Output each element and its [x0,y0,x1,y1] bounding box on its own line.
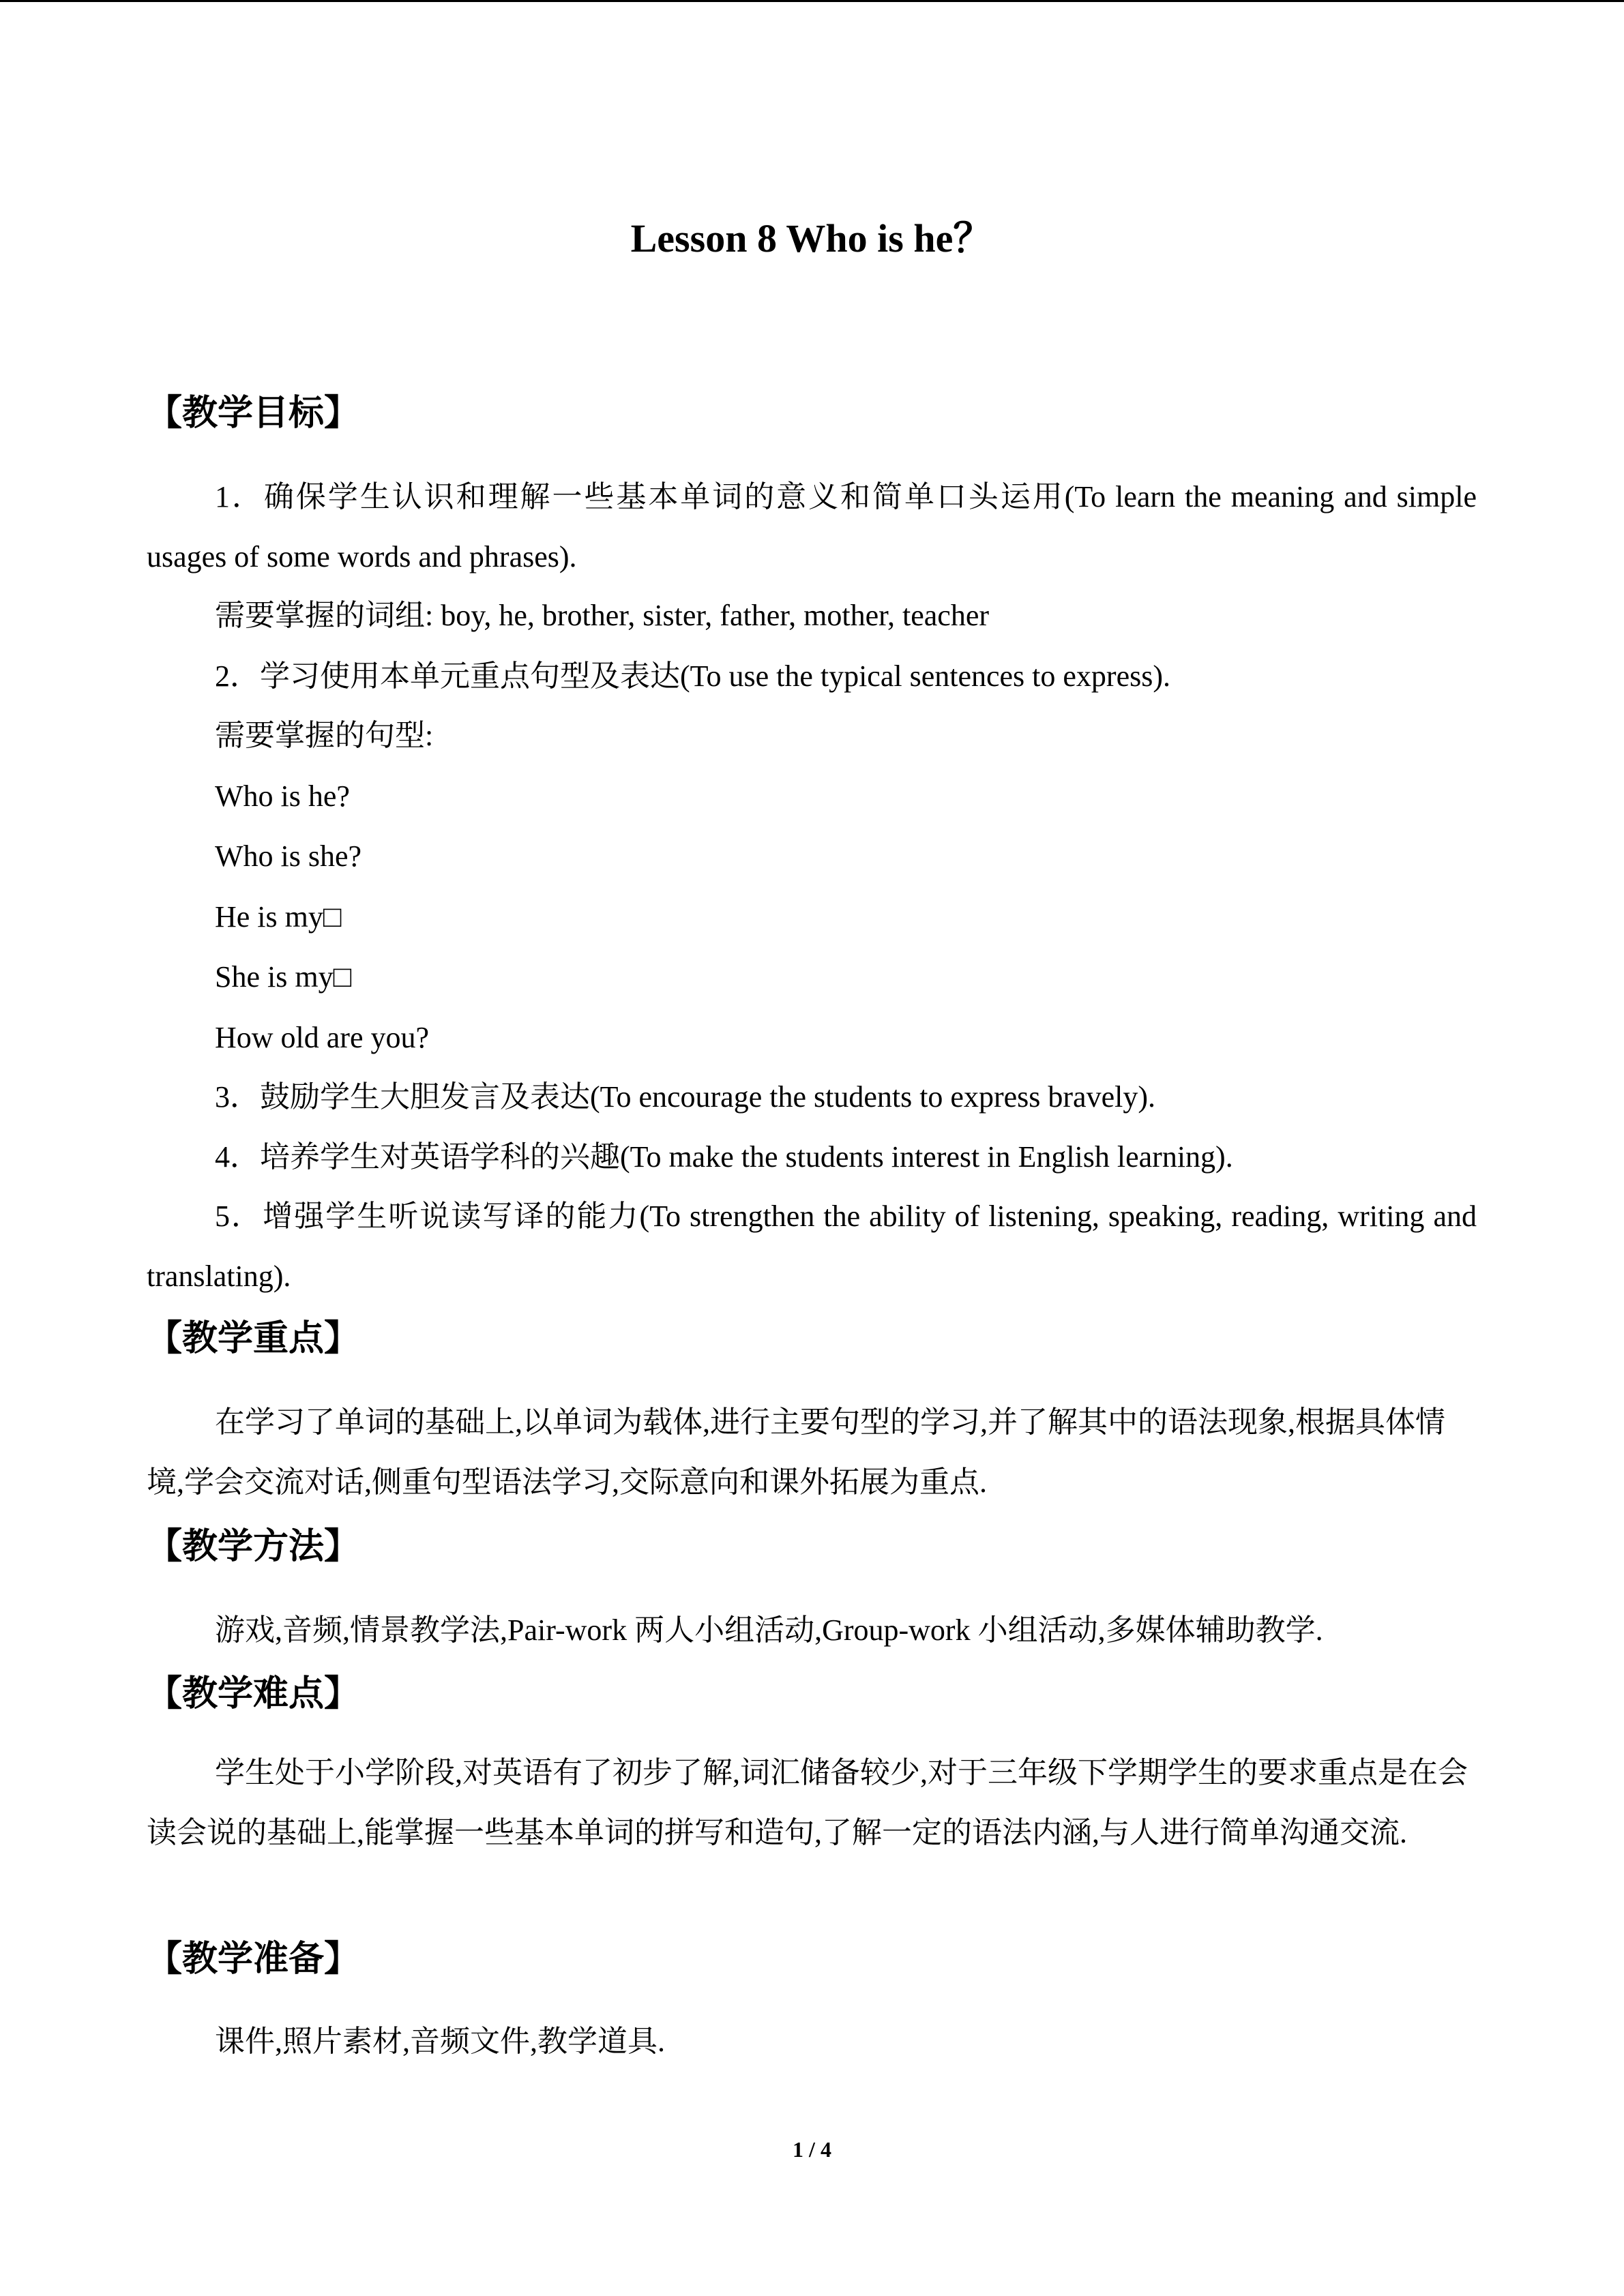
objective-item-1: 1．确保学生认识和理解一些基本单词的意义和简单口头运用(To learn the meaning and simple usages of some words and phrases). [147,480,1477,573]
sentence-item: She is my□ [215,960,352,994]
objective-item-4: 4．培养学生对英语学科的兴趣(To make the students interest in English learning). [215,1140,1233,1174]
page-top-border [0,0,1624,2]
sentence-item: How old are you? [215,1021,430,1054]
heading-objectives: 【教学目标】 [147,393,360,434]
heading-key-points: 【教学重点】 [147,1318,360,1359]
preparation-text: 课件,照片素材,音频文件,教学道具. [215,2025,665,2058]
objective-item-3: 3．鼓励学生大胆发言及表达(To encourage the students to express bravely). [215,1080,1155,1114]
sentence-item: Who is she? [215,839,362,873]
page-number: 1 / 4 [793,2137,831,2162]
heading-methods: 【教学方法】 [147,1526,360,1567]
page-title: Lesson 8 Who is he？ [630,216,993,260]
vocab-line: 需要掌握的词组: boy, he, brother, sister, father, mother, teacher [215,599,989,632]
methods-text: 游戏,音频,情景教学法,Pair-work 两人小组活动,Group-work 小组活动,多媒体辅助教学. [215,1613,1323,1647]
key-points-text: 在学习了单词的基础上,以单词为载体,进行主要句型的学习,并了解其中的语法现象,根据具体情境,学会交流对话,侧重句型语法学习,交际意向和课外拓展为重点. [147,1405,1445,1499]
sentence-item: Who is he? [215,779,350,813]
objective-item-2: 2．学习使用本单元重点句型及表达(To use the typical sentences to express). [215,659,1171,693]
sentence-item: He is my□ [215,900,342,934]
objective-item-5: 5．增强学生听说读写译的能力(To strengthen the ability of listening, speaking, reading, writing and translating). [147,1199,1477,1293]
heading-preparation: 【教学准备】 [147,1939,360,1980]
sentences-label: 需要掌握的句型: [215,719,434,752]
difficulties-text: 学生处于小学阶段,对英语有了初步了解,词汇储备较少,对于三年级下学期学生的要求重点是在会读会说的基础上,能掌握一些基本单词的拼写和造句,了解一定的语法内涵,与人进行简单沟通交流. [147,1756,1468,1849]
heading-difficulties: 【教学难点】 [147,1673,360,1714]
